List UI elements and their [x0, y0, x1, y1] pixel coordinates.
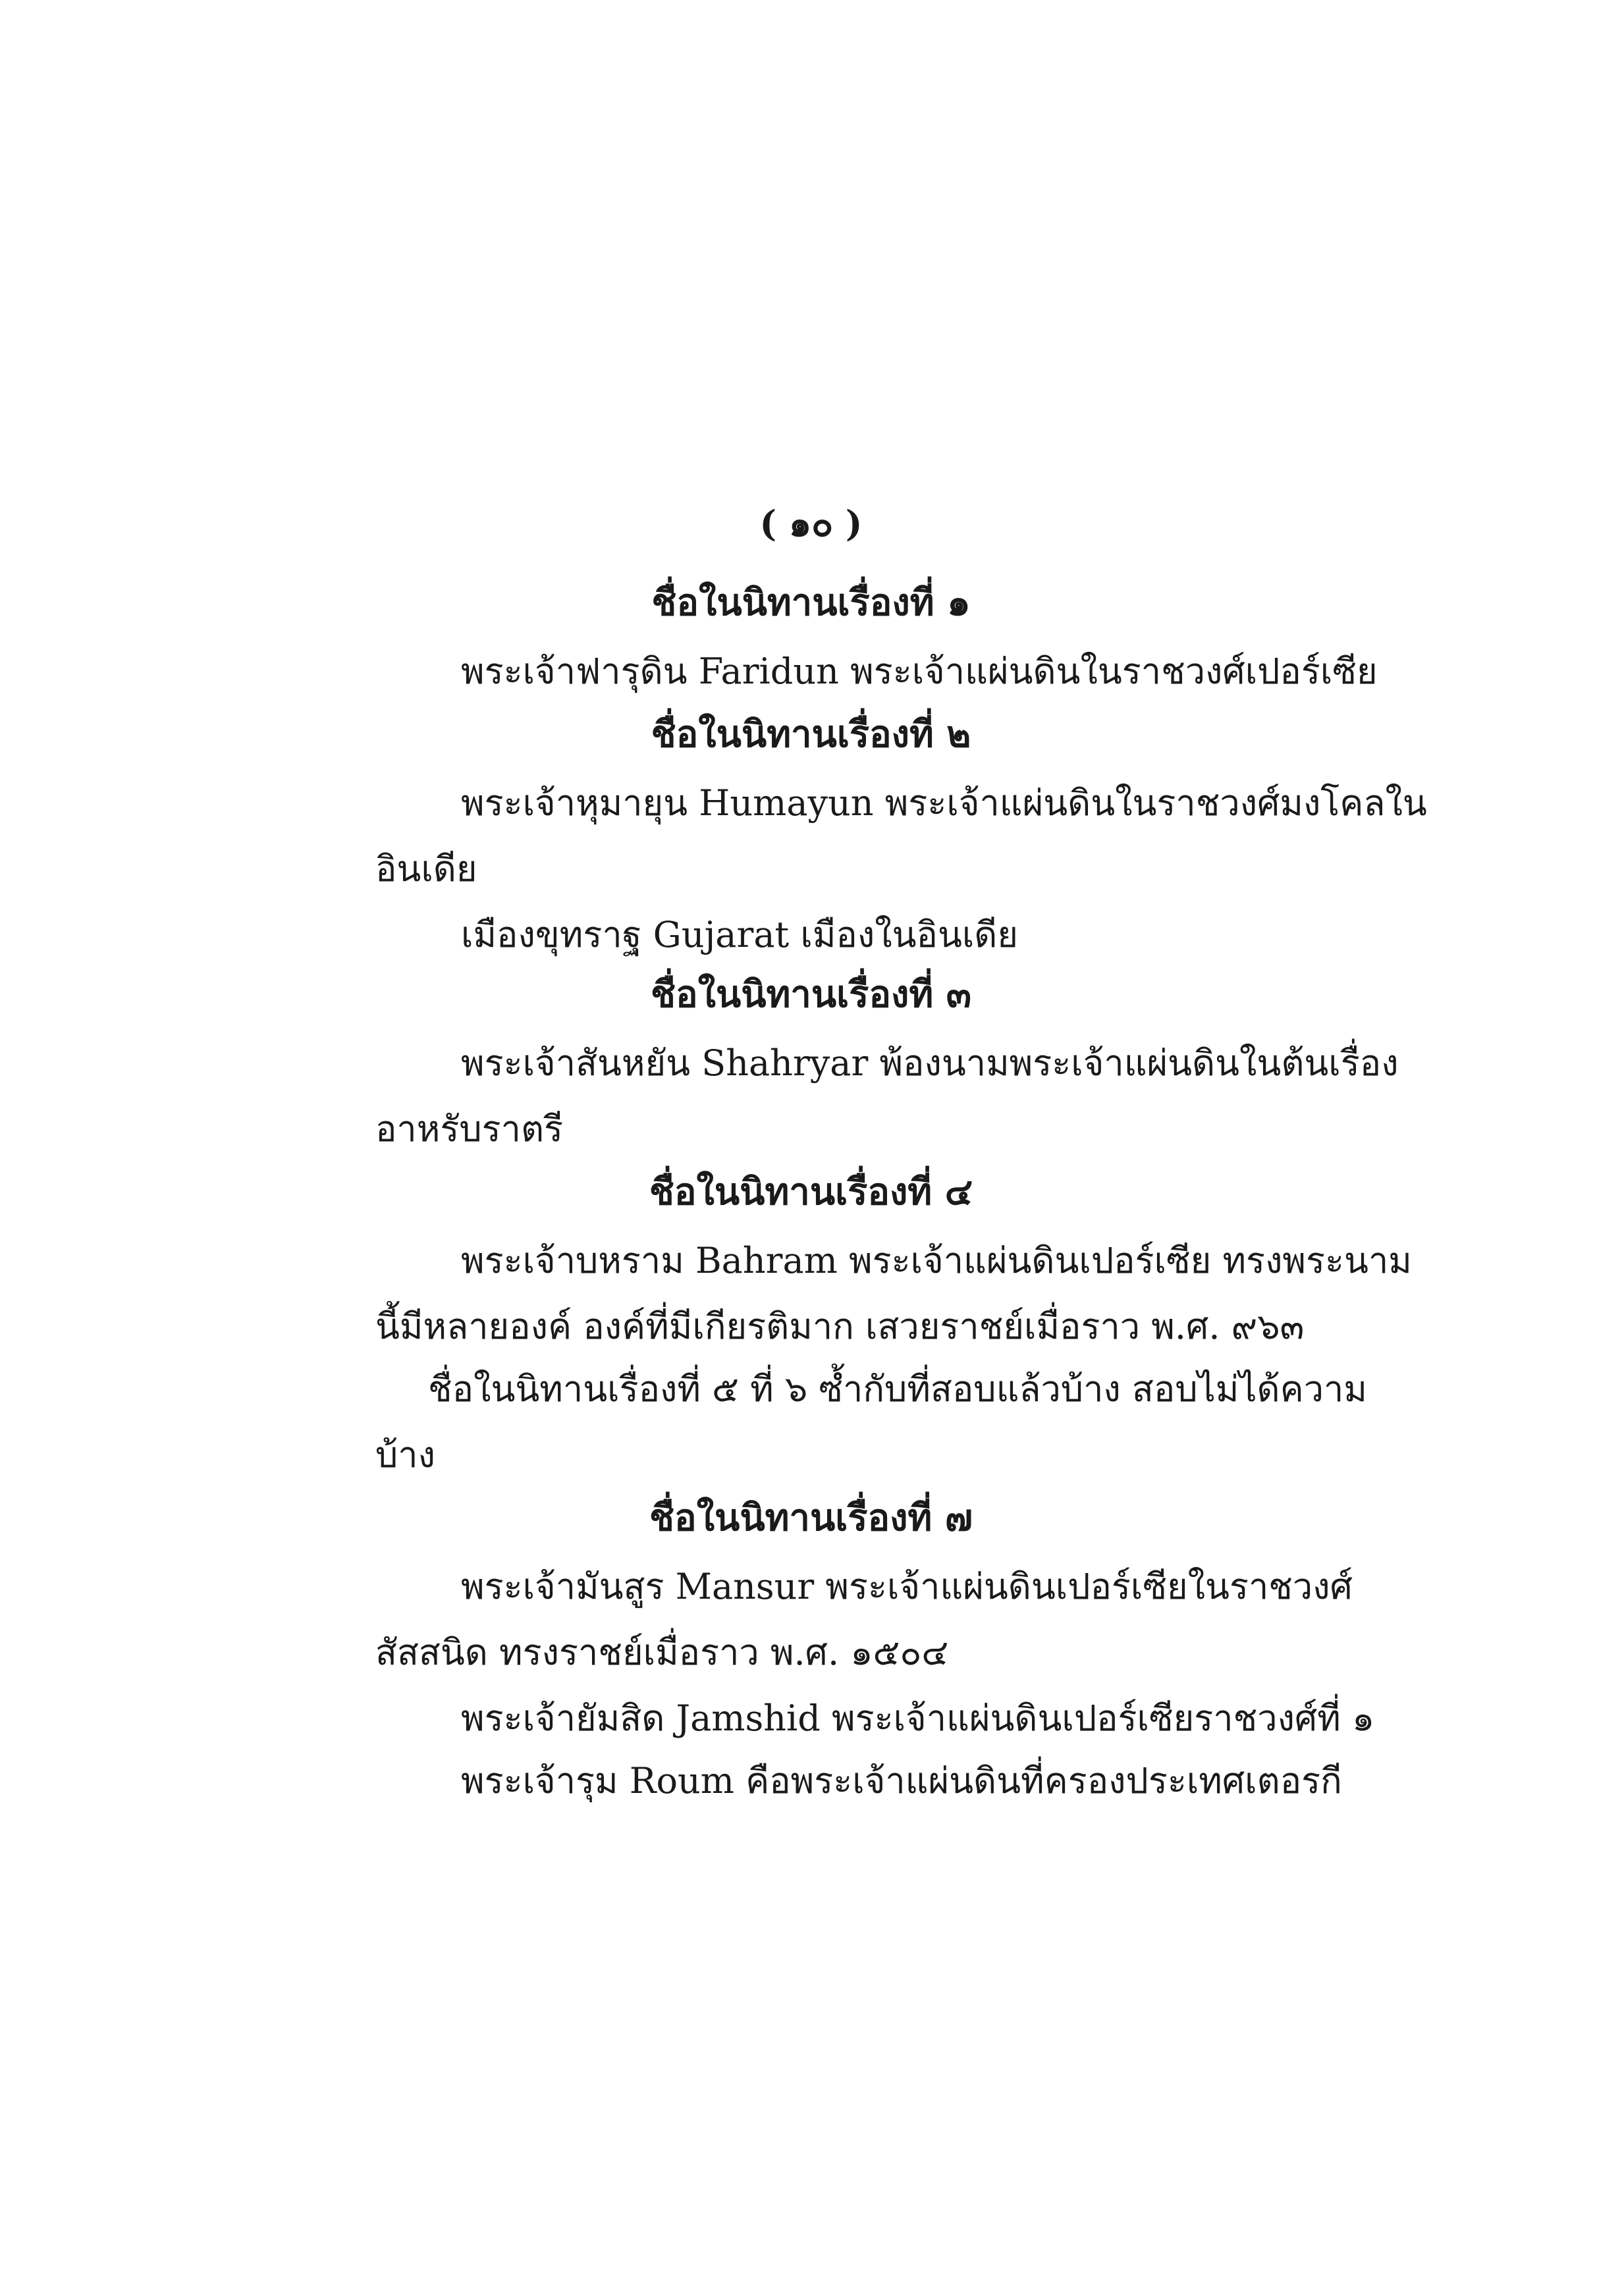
section-7-line-3: พระเจ้ายัมสิด Jamshid พระเจ้าแผ่นดินเปอร์เซียราชวงศ์ที่ ๑	[461, 1697, 1375, 1739]
section-2-line-1: พระเจ้าหุมายุน Humayun พระเจ้าแผ่นดินในราชวงศ์มงโคลใน	[461, 782, 1427, 824]
section-7-line-4: พระเจ้ารุม Roum คือพระเจ้าแผ่นดินที่ครองประเทศเตอรกี	[461, 1760, 1342, 1802]
section-2-line-2: อินเดีย	[375, 848, 477, 890]
section-3-heading: ชื่อในนิทานเรื่องที่ ๓	[650, 973, 972, 1016]
section-1-heading: ชื่อในนิทานเรื่องที่ ๑	[651, 581, 971, 624]
section-4-line-2: นี้มีหลายองค์ องค์ที่มีเกียรติมาก เสวยราชย์เมื่อราว พ.ศ. ๙๖๓	[375, 1306, 1305, 1347]
section-7-heading: ชื่อในนิทานเรื่องที่ ๗	[649, 1496, 973, 1539]
section-3-line-2: อาหรับราตรี	[375, 1108, 564, 1150]
section-7-line-2: สัสสนิด ทรงราชย์เมื่อราว พ.ศ. ๑๕๐๔	[375, 1632, 949, 1673]
section-5-line-1: ชื่อในนิทานเรื่องที่ ๕ ที่ ๖ ซ้ำกับที่สอบแล้วบ้าง สอบไม่ได้ความ	[428, 1368, 1367, 1410]
section-2-heading: ชื่อในนิทานเรื่องที่ ๒	[651, 712, 971, 756]
section-1-line-1: พระเจ้าฟารุดิน Faridun พระเจ้าแผ่นดินในราชวงศ์เปอร์เซีย	[461, 651, 1378, 692]
section-4-heading: ชื่อในนิทานเรื่องที่ ๔	[649, 1170, 973, 1214]
section-5-line-2: บ้าง	[375, 1434, 435, 1476]
section-4-line-1: พระเจ้าบหราม Bahram พระเจ้าแผ่นดินเปอร์เซีย ทรงพระนาม	[461, 1240, 1412, 1281]
section-2-line-3: เมืองขุทราฐ Gujarat เมืองในอินเดีย	[461, 914, 1019, 955]
section-7-line-1: พระเจ้ามันสูร Mansur พระเจ้าแผ่นดินเปอร์เซียในราชวงศ์	[461, 1566, 1353, 1607]
page-number: ( ๑๐ )	[759, 502, 863, 545]
section-3-line-1: พระเจ้าสันหยัน Shahryar พ้องนามพระเจ้าแผ่นดินในต้นเรื่อง	[461, 1042, 1399, 1084]
